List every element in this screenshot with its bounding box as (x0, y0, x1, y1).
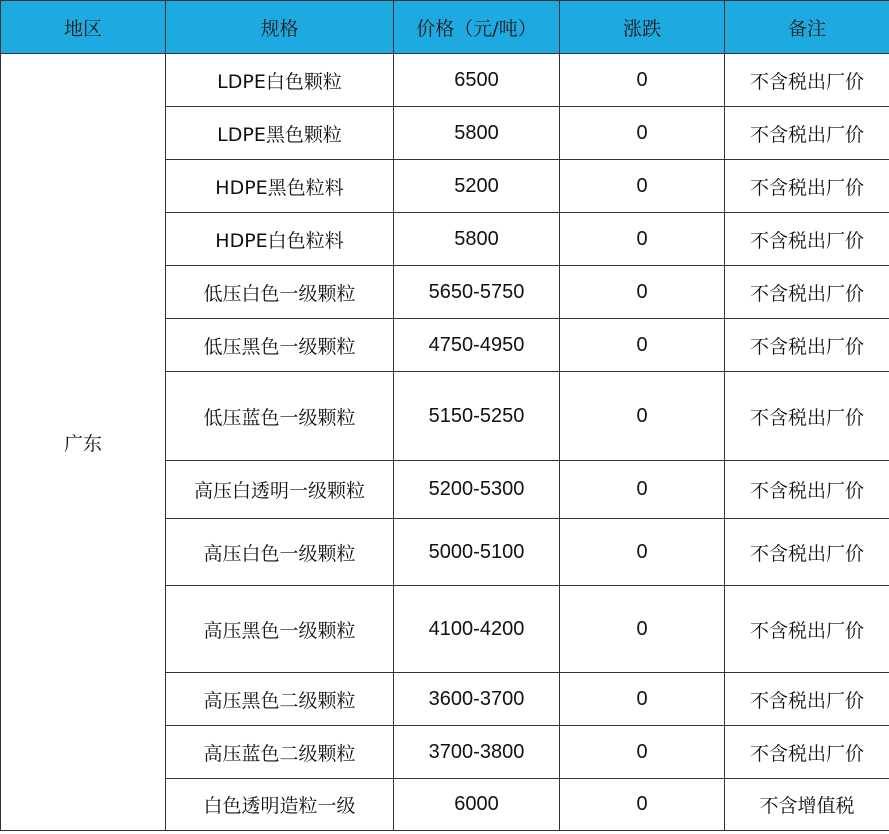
spec-cell: 高压蓝色二级颗粒 (166, 726, 394, 779)
price-cell: 5650-5750 (394, 266, 560, 319)
note-cell: 不含税出厂价 (725, 160, 889, 213)
price-cell: 5800 (394, 107, 560, 160)
note-cell: 不含税出厂价 (725, 319, 889, 372)
note-cell: 不含税出厂价 (725, 673, 889, 726)
note-cell: 不含税出厂价 (725, 213, 889, 266)
price-cell: 4750-4950 (394, 319, 560, 372)
change-cell: 0 (560, 160, 725, 213)
spec-cell: HDPE黑色粒料 (166, 160, 394, 213)
price-cell: 5200 (394, 160, 560, 213)
note-cell: 不含税出厂价 (725, 54, 889, 107)
change-cell: 0 (560, 319, 725, 372)
table-body (1, 54, 889, 831)
spec-cell: 低压白色一级颗粒 (166, 266, 394, 319)
change-cell: 0 (560, 54, 725, 107)
price-cell: 6500 (394, 54, 560, 107)
price-cell: 3700-3800 (394, 726, 560, 779)
note-cell: 不含税出厂价 (725, 726, 889, 779)
spec-cell: 高压黑色二级颗粒 (166, 673, 394, 726)
note-cell: 不含税出厂价 (725, 519, 889, 586)
table-row (1, 54, 889, 107)
header-region: 地区 (1, 1, 166, 54)
price-cell: 5200-5300 (394, 461, 560, 519)
price-cell: 5800 (394, 213, 560, 266)
note-cell: 不含增值税 (725, 779, 889, 831)
price-cell: 5150-5250 (394, 372, 560, 461)
price-cell: 5000-5100 (394, 519, 560, 586)
note-cell: 不含税出厂价 (725, 107, 889, 160)
header-spec: 规格 (166, 1, 394, 54)
change-cell: 0 (560, 372, 725, 461)
change-cell: 0 (560, 779, 725, 831)
header-change: 涨跌 (560, 1, 725, 54)
price-cell: 3600-3700 (394, 673, 560, 726)
change-cell: 0 (560, 213, 725, 266)
spec-cell: 白色透明造粒一级 (166, 779, 394, 831)
spec-cell: 高压白透明一级颗粒 (166, 461, 394, 519)
price-cell: 4100-4200 (394, 586, 560, 673)
spec-cell: HDPE白色粒料 (166, 213, 394, 266)
change-cell: 0 (560, 107, 725, 160)
spec-cell: 高压白色一级颗粒 (166, 519, 394, 586)
change-cell: 0 (560, 461, 725, 519)
spec-cell: 高压黑色一级颗粒 (166, 586, 394, 673)
header-price: 价格（元/吨） (394, 1, 560, 54)
change-cell: 0 (560, 266, 725, 319)
change-cell: 0 (560, 726, 725, 779)
note-cell: 不含税出厂价 (725, 586, 889, 673)
spec-cell: 低压蓝色一级颗粒 (166, 372, 394, 461)
table-header (1, 1, 889, 54)
header-row (1, 1, 889, 54)
note-cell: 不含税出厂价 (725, 461, 889, 519)
change-cell: 0 (560, 519, 725, 586)
spec-cell: LDPE黑色颗粒 (166, 107, 394, 160)
spec-cell: 低压黑色一级颗粒 (166, 319, 394, 372)
change-cell: 0 (560, 673, 725, 726)
spec-cell: LDPE白色颗粒 (166, 54, 394, 107)
region-cell: 广东 (1, 54, 166, 831)
note-cell: 不含税出厂价 (725, 266, 889, 319)
header-note: 备注 (725, 1, 889, 54)
note-cell: 不含税出厂价 (725, 372, 889, 461)
change-cell: 0 (560, 586, 725, 673)
price-cell: 6000 (394, 779, 560, 831)
